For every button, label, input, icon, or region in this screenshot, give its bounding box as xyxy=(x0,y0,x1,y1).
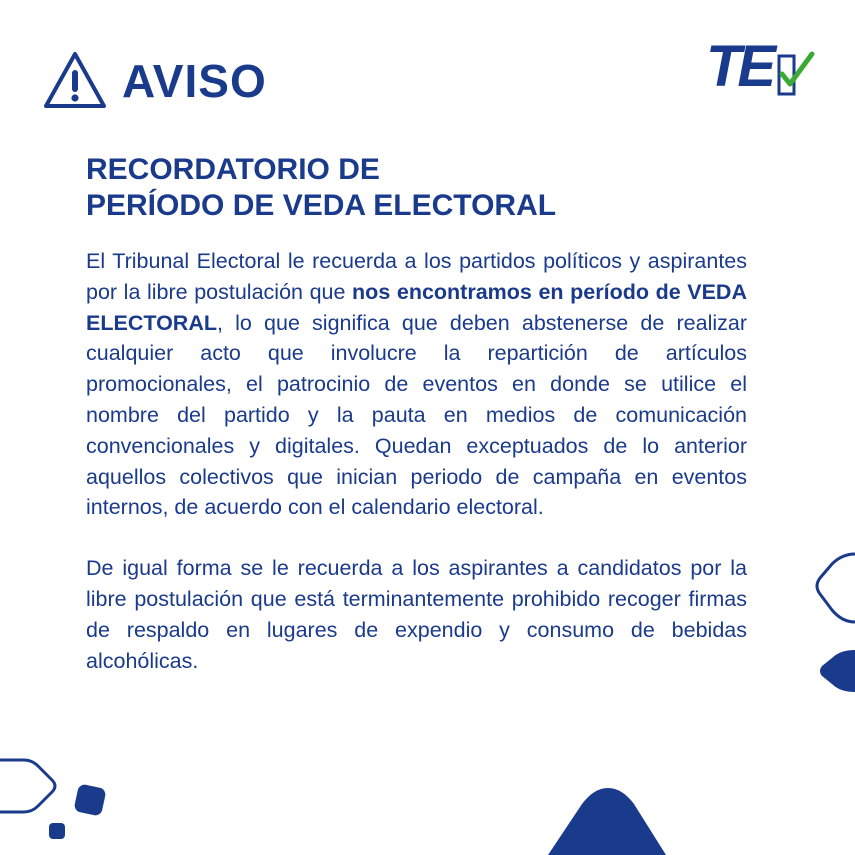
paragraph-1-emphasis: nos encontramos en período de VEDA ELECTORAL xyxy=(86,279,747,335)
checkmark-icon xyxy=(776,48,816,96)
decorative-filled-shape-right xyxy=(818,648,855,694)
paragraph-1 xyxy=(86,246,747,523)
decorative-filled-square-large xyxy=(70,780,110,820)
decorative-outline-shape-left xyxy=(0,752,62,818)
paragraph-1-start: El Tribunal Electoral le recuerda a los partidos políticos y aspirantes por la libre postulación que xyxy=(86,249,747,304)
decorative-outline-shape-right xyxy=(812,548,855,628)
paragraph-1-end: , lo que significa que deben abstenerse de realizar cualquier acto que involucre la repartición de artículos promocionales, el patrocinio de eventos en donde se utilice el nombre del partido y la pauta en medios de comunicación convencionales y digitales. Quedan exceptuados de lo anterior aquellos colectivos que inician periodo de campaña en eventos internos, de acuerdo con el calendario electoral. xyxy=(86,310,747,520)
heading-line-2: PERÍODO DE VEDA ELECTORAL xyxy=(86,189,557,222)
notice-heading xyxy=(86,152,786,224)
decorative-filled-shape-bottom xyxy=(548,786,666,855)
paragraph-2: De igual forma se le recuerda a los aspirantes a candidatos por la libre postulación que está terminantemente prohibido recoger firmas de respaldo en lugares de expendio y consumo de bebidas alcohólicas. xyxy=(86,556,747,673)
warning-triangle-icon xyxy=(42,50,108,112)
page-title: AVISO xyxy=(122,55,267,107)
heading-line-1: RECORDATORIO DE xyxy=(86,153,380,186)
decorative-filled-square-small xyxy=(44,818,70,844)
logo-text: TE xyxy=(706,34,773,99)
header xyxy=(42,50,267,112)
tribunal-electoral-logo xyxy=(706,34,816,104)
notice-body xyxy=(86,246,747,676)
